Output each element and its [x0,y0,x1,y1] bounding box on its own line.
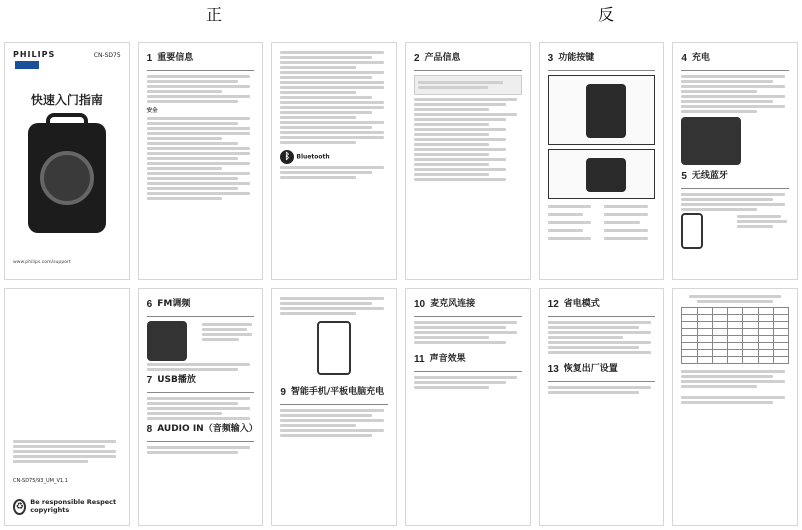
legend-line [548,237,591,240]
section-number: 5 [681,171,687,182]
section-title: 充电 [691,52,710,63]
text-line [414,173,489,176]
text-line [147,167,222,170]
text-line [418,86,488,89]
text-line [280,91,355,94]
text-line [681,100,773,103]
text-line [280,81,383,84]
section-number: 11 [413,354,425,365]
recycle-icon: ♻ [13,499,26,515]
divider [548,316,656,317]
text-line [414,133,489,136]
text-line [147,147,250,150]
model-code: CN-SD75/93_UM_V1.1 [13,477,68,484]
text-line [147,127,250,130]
text-line [418,81,503,84]
text-line [147,446,250,449]
text-line [147,95,250,98]
section-title: 省电模式 [563,298,600,309]
divider [147,392,255,393]
section-1-cont-panel [271,42,397,280]
legend-line [604,229,647,232]
text-line [414,98,517,101]
text-line [280,312,355,315]
text-line [737,220,787,223]
section-4-5-panel [672,42,798,280]
recycle-text: Be responsible Respect copyrights [30,498,117,514]
text-line [681,80,773,83]
text-line [414,118,506,121]
text-line [147,122,239,125]
text-line [697,300,772,303]
text-line [147,162,250,165]
text-line [280,101,383,104]
text-line [147,137,222,140]
text-line [147,100,239,103]
text-line [414,103,506,106]
text-line [280,56,372,59]
legend-line [548,213,584,216]
legend-line [548,229,584,232]
section-number: 8 [146,424,153,435]
brand-logo: PHILIPS [13,50,56,59]
section-number: 3 [547,53,554,64]
section-7-header [147,373,255,388]
section-1-panel [138,42,264,280]
device-back-outline [586,158,626,192]
divider [414,70,522,71]
text-line [414,381,506,384]
section-6-7-8-panel [138,288,264,526]
charging-device-image [681,117,741,165]
cover-title: 快速入门指南 [30,92,103,107]
text-line [548,331,651,334]
text-line [280,302,372,305]
support-website: www.philips.com/support [13,260,71,266]
text-line [689,295,781,298]
text-line [147,187,239,190]
text-line [147,412,222,415]
speaker-handle [46,113,88,127]
section-10-header [414,297,522,312]
text-line [414,163,489,166]
divider [681,188,789,189]
text-line [280,116,355,119]
text-line [414,143,489,146]
section-number: 4 [681,53,687,64]
section-1-header [147,51,255,66]
text-line [414,128,506,131]
text-line [202,333,252,336]
text-line [548,351,651,354]
text-line [414,108,489,111]
text-line [414,168,506,171]
text-line [737,225,773,228]
text-line [280,61,383,64]
text-line [280,106,383,109]
text-line [548,326,640,329]
text-line [147,80,239,83]
section-title: 声音效果 [429,353,466,364]
text-line [681,110,756,113]
text-line [147,192,250,195]
section-9-panel [271,288,397,526]
text-line [280,86,383,89]
text-line [280,141,355,144]
text-line [13,460,88,463]
divider [147,316,255,317]
text-line [202,328,246,331]
text-line [548,386,651,389]
legend-line [604,205,647,208]
text-line [548,391,640,394]
phone-icon [681,213,703,249]
text-line [681,90,756,93]
text-line [280,111,372,114]
text-line [147,172,250,175]
charge-illustration [681,117,789,165]
divider [147,70,255,71]
text-line [147,132,250,135]
text-line [147,177,239,180]
legend-line [548,221,591,224]
section-2-header [414,51,522,66]
subheading-safety: 安全 [146,108,158,114]
section-11-header [414,352,522,367]
section-5-header [681,169,789,184]
text-line [147,117,250,120]
text-line [147,142,239,145]
text-line [414,341,506,344]
section-title: 重要信息 [157,52,194,63]
fm-device-image [147,321,187,361]
text-line [280,66,355,69]
legend-line [604,221,640,224]
section-number: 9 [280,386,286,398]
text-line [737,215,781,218]
text-line [280,121,383,124]
section-2-panel [405,42,531,280]
section-number: 7 [146,375,153,386]
divider [548,381,656,382]
text-line [414,158,506,161]
section-title: USB播放 [157,374,196,385]
text-line [147,85,250,88]
divider [414,371,522,372]
section-title: 无线蓝牙 [691,170,728,181]
text-line [414,123,489,126]
text-line [280,166,383,169]
section-8-header [146,422,258,437]
text-line [414,331,517,334]
text-line [681,75,784,78]
pairing-illustration [681,213,789,253]
divider [147,441,255,442]
text-line [681,85,784,88]
section-3-panel [539,42,665,280]
text-line [681,375,773,378]
text-line [681,380,784,383]
divider [280,404,388,405]
section-6-header [147,297,255,312]
speaker-cone [40,151,94,205]
legend-line [548,205,591,208]
brand-badge [15,61,39,69]
text-line [280,424,355,427]
text-line [147,451,239,454]
substance-table-panel [672,288,798,526]
section-12-header [548,297,656,312]
section-title: 智能手机/平板电脑充电 [290,386,385,397]
text-line [147,402,239,405]
text-line [681,208,756,211]
text-line [280,96,372,99]
text-line [147,90,222,93]
section-10-11-panel [405,288,531,526]
back-label: 反 [598,5,615,24]
section-title: 麦克风连接 [430,298,476,309]
section-title: 恢复出厂设置 [563,363,618,374]
cover-panel [4,42,130,280]
text-line [280,71,383,74]
text-line [13,440,116,443]
text-line [414,336,489,339]
section-9-header [280,385,388,400]
bluetooth-logo [280,150,388,164]
text-line [280,131,383,134]
divider [548,70,656,71]
text-line [548,346,640,349]
text-line [280,434,372,437]
text-line [147,363,250,366]
text-line [414,376,517,379]
text-line [548,321,651,324]
section-title: FM调频 [157,298,191,309]
text-line [202,338,238,341]
text-line [414,326,506,329]
section-12-13-panel [539,288,665,526]
section-number: 10 [413,299,426,310]
text-line [147,182,250,185]
text-line [280,171,372,174]
text-line [681,370,784,373]
text-line [147,417,250,420]
section-4-header [681,51,789,66]
text-line [202,323,252,326]
section-title: 产品信息 [424,52,461,63]
text-line [414,138,506,141]
device-outline [586,84,626,138]
section-3-header [548,51,656,66]
button-legend [548,203,656,242]
panel-diagram [548,149,656,199]
text-line [414,386,489,389]
bluetooth-label: Bluetooth [296,153,330,161]
section-number: 12 [547,299,559,310]
legend-line [604,213,647,216]
model-number: CN-SD75 [93,52,121,59]
text-line [147,368,239,371]
text-line [280,429,383,432]
text-line [280,307,383,310]
note-box [414,75,522,95]
divider [414,316,522,317]
text-line [280,51,383,54]
fm-layout [147,321,255,361]
text-line [280,297,383,300]
section-number: 13 [547,364,559,375]
text-line [681,396,784,399]
text-line [147,152,250,155]
text-line [280,409,383,412]
text-line [681,193,784,196]
front-label: 正 [206,5,223,24]
text-line [280,126,372,129]
text-line [414,178,506,181]
text-line [147,407,250,410]
recycle-badge [13,499,129,515]
text-line [681,401,773,404]
phone-illustration [280,321,388,379]
section-number: 1 [146,53,153,64]
text-line [414,153,489,156]
section-13-header [548,362,656,377]
manual-grid [4,42,798,526]
text-line [414,113,517,116]
text-line [147,157,239,160]
text-line [681,105,784,108]
text-line [548,336,623,339]
section-number: 2 [413,53,420,64]
back-cover-panel [4,288,130,526]
text-line [548,341,651,344]
text-line [13,445,105,448]
text-line [147,197,222,200]
text-line [681,203,784,206]
text-line [681,198,773,201]
text-line [681,385,756,388]
section-title: AUDIO IN（音频输入） [157,423,258,434]
divider [681,70,789,71]
text-line [681,95,784,98]
text-line [13,450,116,453]
text-line [280,176,355,179]
bluetooth-icon: ᛒ [280,150,294,164]
text-line [147,397,250,400]
text-line [280,76,372,79]
button-diagram [548,75,656,145]
section-title: 功能按键 [558,52,595,63]
section-number: 6 [146,299,153,310]
legend-line [604,237,647,240]
text-line [280,414,372,417]
text-line [414,148,506,151]
text-line [414,321,517,324]
text-line [13,455,116,458]
text-line [147,75,250,78]
substance-table [681,307,789,364]
phone-icon [317,321,351,375]
text-line [280,136,383,139]
speaker-image [28,123,106,233]
text-line [280,419,383,422]
legal-text [13,438,121,465]
